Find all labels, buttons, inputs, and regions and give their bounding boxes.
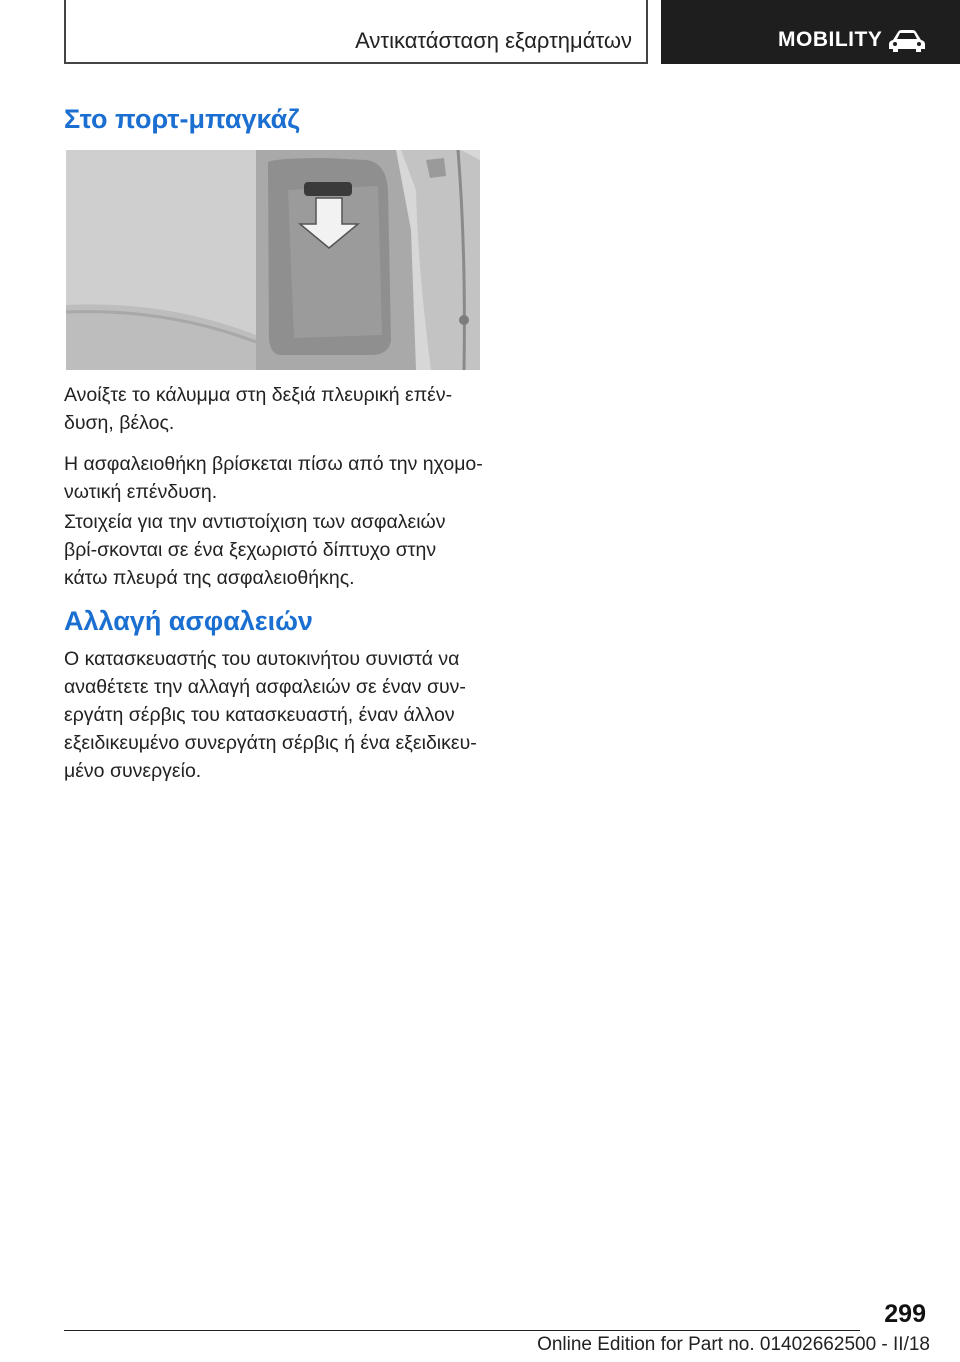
header-chapter-box	[661, 0, 960, 64]
heading-replacing-fuses: Αλλαγή ασφαλειών	[64, 606, 313, 636]
section-title: Αντικατάσταση εξαρτημάτων	[355, 28, 632, 53]
paragraph-fuse-assignment: Στοιχεία για την αντιστοίχιση των ασφαλειών βρί-σκονται σε ένα ξεχωριστό δίπτυχο στην κάτω πλευρά της ασφαλειοθήκης.	[64, 511, 446, 589]
paragraph-service-recommendation: Ο κατασκευαστής του αυτοκινήτου συνιστά να αναθέτετε την αλλαγή ασφαλειών σε έναν συν-εργάτη σέρβις του κατασκευαστή, έναν άλλον εξειδικευμένο συνεργάτη σέρβις ή ένα εξειδικευ-μένο συνεργείο.	[64, 648, 477, 782]
paragraph-open-cover: Ανοίξτε το κάλυμμα στη δεξιά πλευρική επέν-δυση, βέλος.	[64, 384, 453, 434]
paragraph-fuse-box-location: Η ασφαλειοθήκη βρίσκεται πίσω από την ηχομο-νωτική επένδυση.	[64, 453, 483, 503]
heading-trunk: Στο πορτ-μπαγκάζ	[64, 104, 300, 134]
car-icon	[887, 28, 927, 54]
header-section-box	[64, 0, 648, 64]
page-number: 299	[884, 1300, 926, 1328]
chapter-title: MOBILITY	[778, 28, 883, 51]
footer-divider	[64, 1330, 860, 1331]
footer-edition: Online Edition for Part no. 01402662500 - II/18	[537, 1334, 930, 1355]
trunk-trim-illustration	[66, 150, 480, 370]
